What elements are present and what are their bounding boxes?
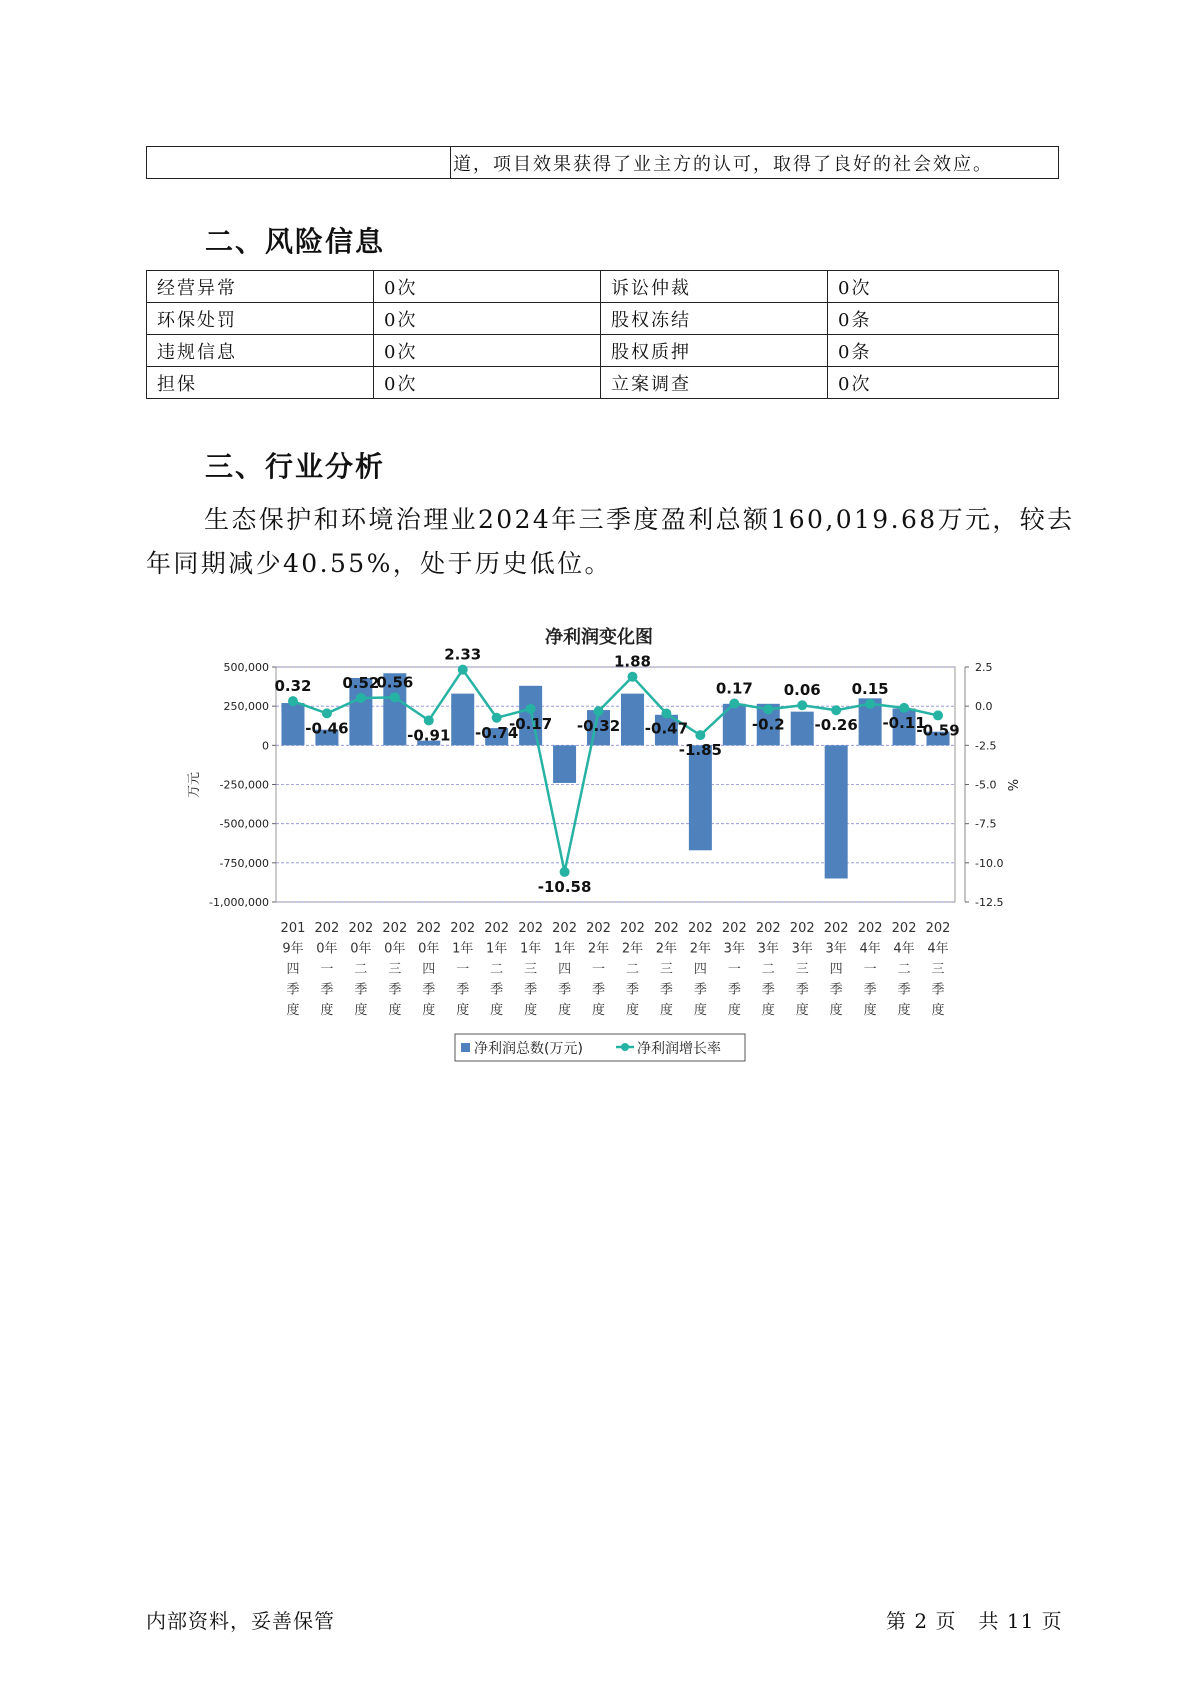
- x-tick-label: 202: [823, 921, 849, 936]
- growth-data-label: -1.85: [678, 741, 722, 760]
- x-tick-label: 度: [625, 1003, 639, 1018]
- section-title-industry: 三、行业分析: [205, 450, 386, 483]
- bar: [689, 745, 712, 850]
- x-tick-label: 202: [586, 921, 611, 936]
- risk-value: 0次: [828, 367, 1059, 399]
- x-tick-label: 季: [558, 982, 572, 998]
- y-left-tick-label: 0: [262, 739, 269, 753]
- risk-label: 经营异常: [147, 271, 374, 303]
- x-tick-label: 202: [925, 921, 951, 936]
- growth-point: [661, 709, 671, 719]
- x-tick-label: 季: [286, 982, 300, 998]
- x-tick-label: 1年: [486, 941, 508, 957]
- y-right-axis-title: %: [1007, 778, 1022, 792]
- x-tick-label: 度: [727, 1003, 741, 1018]
- footer-page-number: 第 2 页 共 11 页: [886, 1609, 1063, 1633]
- bar: [791, 712, 814, 746]
- x-tick-label: 季: [829, 982, 843, 998]
- x-tick-label: 3年: [791, 941, 813, 957]
- bar: [281, 703, 304, 745]
- x-tick-label: 二: [490, 962, 504, 977]
- x-tick-label: 季: [388, 982, 402, 998]
- paragraph-line: 年同期减少40.55%，处于历史低位。: [146, 549, 612, 578]
- risk-value: 0次: [374, 271, 601, 303]
- y-left-tick-label: -500,000: [219, 817, 269, 831]
- paragraph-line: 生态保护和环境治理业2024年三季度盈利总额160,019.68万元，较去: [204, 505, 1075, 534]
- x-tick-label: 季: [354, 982, 368, 998]
- growth-data-label: 0.17: [715, 679, 753, 698]
- x-tick-label: 季: [931, 982, 945, 998]
- growth-data-label: 2.33: [444, 645, 482, 664]
- x-tick-label: 季: [524, 982, 538, 998]
- x-tick-label: 季: [727, 982, 741, 998]
- y-right-tick-label: -12.5: [975, 896, 1004, 909]
- x-tick-label: 度: [388, 1003, 402, 1018]
- x-tick-label: 3年: [723, 941, 745, 957]
- y-right-tick-label: -10.0: [975, 856, 1004, 870]
- y-right-tick-label: -5.0: [975, 778, 997, 792]
- growth-point: [288, 696, 298, 706]
- risk-value: 0条: [828, 303, 1059, 335]
- growth-data-label: 0.52: [342, 674, 380, 693]
- growth-data-label: -0.91: [407, 726, 451, 745]
- risk-label: 担保: [147, 367, 374, 399]
- x-tick-label: 二: [354, 962, 368, 977]
- x-tick-label: 202: [654, 921, 679, 936]
- x-tick-label: 度: [592, 1003, 606, 1018]
- bar: [451, 694, 474, 746]
- growth-point: [322, 708, 332, 718]
- x-tick-label: 202: [382, 921, 408, 936]
- x-tick-label: 度: [863, 1003, 877, 1018]
- y-left-tick-label: 500,000: [223, 661, 269, 674]
- x-tick-label: 季: [592, 982, 606, 998]
- x-tick-label: 度: [286, 1003, 300, 1018]
- x-tick-label: 202: [891, 921, 917, 936]
- x-tick-label: 202: [518, 921, 544, 936]
- y-left-axis-title: 万元: [187, 771, 202, 799]
- x-tick-label: 四: [558, 962, 572, 977]
- risk-value: 0次: [828, 271, 1059, 303]
- growth-data-label: -0.59: [916, 721, 960, 740]
- y-left-tick-label: -1,000,000: [209, 896, 269, 909]
- growth-data-label: -0.46: [305, 719, 349, 738]
- x-tick-label: 季: [625, 982, 639, 998]
- x-tick-label: 202: [721, 921, 747, 936]
- x-tick-label: 1年: [519, 941, 542, 957]
- growth-point: [763, 704, 773, 714]
- x-tick-label: 度: [558, 1003, 572, 1018]
- section-title-risk: 二、风险信息: [205, 225, 386, 258]
- x-tick-label: 3年: [757, 941, 779, 957]
- x-tick-label: 一: [727, 962, 741, 977]
- x-tick-label: 度: [490, 1003, 504, 1018]
- x-tick-label: 度: [693, 1003, 707, 1018]
- x-tick-label: 2年: [587, 941, 610, 957]
- growth-data-label: -10.58: [537, 877, 592, 896]
- x-tick-label: 季: [422, 982, 436, 998]
- x-tick-label: 2年: [655, 941, 678, 957]
- x-tick-label: 202: [450, 921, 476, 936]
- x-tick-label: 一: [320, 962, 334, 977]
- x-tick-label: 201: [280, 921, 306, 936]
- growth-point: [933, 710, 943, 720]
- legend-bar-label: 净利润总数(万元): [474, 1041, 583, 1057]
- y-left-tick-label: -750,000: [219, 856, 269, 870]
- growth-data-label: -0.2: [751, 715, 785, 734]
- top-table-right-cell: 道，项目效果获得了业主方的认可，取得了良好的社会效应。: [451, 147, 1059, 179]
- x-tick-label: 202: [755, 921, 781, 936]
- x-tick-label: 二: [625, 962, 639, 977]
- growth-point: [729, 699, 739, 709]
- x-tick-label: 一: [863, 962, 877, 977]
- growth-point: [526, 704, 536, 714]
- x-tick-label: 三: [659, 962, 673, 977]
- risk-label: 立案调查: [601, 367, 828, 399]
- y-right-tick-label: -2.5: [975, 739, 997, 753]
- growth-data-label: -0.11: [882, 713, 926, 732]
- x-tick-label: 季: [863, 982, 877, 998]
- growth-point: [865, 699, 875, 709]
- x-tick-label: 三: [795, 962, 809, 977]
- growth-point: [594, 706, 604, 716]
- x-tick-label: 三: [931, 962, 945, 977]
- growth-data-label: -0.32: [576, 717, 621, 736]
- growth-point: [424, 715, 434, 725]
- y-left-tick-label: -250,000: [219, 778, 269, 792]
- risk-value: 0次: [374, 303, 601, 335]
- growth-data-label: -0.26: [814, 716, 858, 735]
- growth-point: [899, 703, 909, 713]
- bar: [825, 745, 848, 878]
- x-tick-label: 四: [422, 962, 436, 977]
- x-tick-label: 一: [456, 962, 470, 977]
- x-tick-label: 202: [416, 921, 442, 936]
- bar: [553, 745, 576, 783]
- risk-value: 0条: [828, 335, 1059, 367]
- growth-data-label: -0.74: [475, 723, 519, 742]
- x-tick-label: 度: [761, 1003, 775, 1018]
- risk-value: 0次: [374, 335, 601, 367]
- x-tick-label: 二: [761, 962, 775, 977]
- x-tick-label: 度: [897, 1003, 911, 1018]
- x-tick-label: 0年: [418, 941, 440, 957]
- x-tick-label: 度: [659, 1003, 673, 1018]
- x-tick-label: 季: [659, 982, 673, 998]
- risk-value: 0次: [374, 367, 601, 399]
- growth-point: [797, 700, 807, 710]
- risk-label: 诉讼仲裁: [601, 271, 828, 303]
- x-tick-label: 季: [795, 982, 809, 998]
- x-tick-label: 度: [829, 1003, 843, 1018]
- x-tick-label: 202: [348, 921, 374, 936]
- x-tick-label: 季: [897, 982, 911, 998]
- x-tick-label: 三: [524, 962, 538, 977]
- x-tick-label: 季: [456, 982, 470, 998]
- risk-label: 违规信息: [147, 335, 374, 367]
- growth-data-label: 1.88: [613, 652, 651, 671]
- growth-data-label: 0.32: [274, 677, 312, 696]
- x-tick-label: 202: [552, 921, 577, 936]
- x-tick-label: 202: [484, 921, 510, 936]
- y-right-tick-label: 0.0: [975, 700, 993, 714]
- x-tick-label: 1年: [452, 941, 474, 957]
- growth-data-label: 0.06: [783, 681, 821, 700]
- growth-point: [356, 693, 366, 703]
- x-tick-label: 四: [693, 962, 707, 977]
- x-tick-label: 2年: [621, 941, 644, 957]
- legend-bar-swatch: [461, 1043, 470, 1052]
- growth-point: [458, 665, 468, 675]
- growth-data-label: 0.15: [851, 679, 889, 698]
- x-tick-label: 季: [490, 982, 504, 998]
- x-tick-label: 1年: [553, 941, 576, 957]
- risk-label: 股权冻结: [601, 303, 828, 335]
- x-tick-label: 0年: [384, 941, 406, 957]
- x-tick-label: 202: [314, 921, 340, 936]
- x-tick-label: 4年: [893, 941, 915, 957]
- x-tick-label: 度: [931, 1003, 945, 1018]
- x-tick-label: 四: [286, 962, 300, 977]
- x-tick-label: 2年: [689, 941, 712, 957]
- x-tick-label: 度: [422, 1003, 436, 1018]
- legend-line-label: 净利润增长率: [637, 1041, 721, 1057]
- growth-data-label: 0.56: [376, 673, 414, 692]
- growth-point: [695, 730, 705, 740]
- y-right-tick-label: 2.5: [975, 661, 993, 674]
- x-tick-label: 一: [592, 962, 606, 977]
- growth-data-label: -0.47: [644, 719, 689, 738]
- x-tick-label: 度: [354, 1003, 368, 1018]
- x-tick-label: 0年: [316, 941, 338, 957]
- legend-line-marker: [621, 1043, 629, 1051]
- growth-point: [390, 692, 400, 702]
- x-tick-label: 季: [761, 982, 775, 998]
- x-tick-label: 二: [897, 962, 911, 977]
- x-tick-label: 度: [456, 1003, 470, 1018]
- growth-point: [627, 672, 637, 682]
- y-right-tick-label: -7.5: [975, 817, 997, 831]
- x-tick-label: 9年: [282, 941, 304, 957]
- x-tick-label: 4年: [927, 941, 949, 957]
- x-tick-label: 度: [320, 1003, 334, 1018]
- x-tick-label: 三: [388, 962, 402, 977]
- risk-label: 股权质押: [601, 335, 828, 367]
- y-left-tick-label: 250,000: [223, 700, 269, 714]
- growth-point: [560, 867, 570, 877]
- bar: [621, 694, 644, 746]
- x-tick-label: 4年: [859, 941, 881, 957]
- x-tick-label: 四: [829, 962, 843, 977]
- x-tick-label: 0年: [350, 941, 372, 957]
- growth-point: [492, 713, 502, 723]
- x-tick-label: 季: [320, 982, 334, 998]
- x-tick-label: 202: [789, 921, 815, 936]
- risk-label: 环保处罚: [147, 303, 374, 335]
- growth-data-label: -0.17: [509, 714, 553, 733]
- x-tick-label: 202: [620, 921, 645, 936]
- x-tick-label: 季: [693, 982, 707, 998]
- chart-title: 净利润变化图: [545, 627, 653, 648]
- growth-point: [831, 705, 841, 715]
- x-tick-label: 度: [524, 1003, 538, 1018]
- footer-confidential: 内部资料，妥善保管: [146, 1609, 335, 1633]
- x-tick-label: 3年: [825, 941, 847, 957]
- x-tick-label: 202: [687, 921, 713, 936]
- x-tick-label: 202: [857, 921, 883, 936]
- x-tick-label: 度: [795, 1003, 809, 1018]
